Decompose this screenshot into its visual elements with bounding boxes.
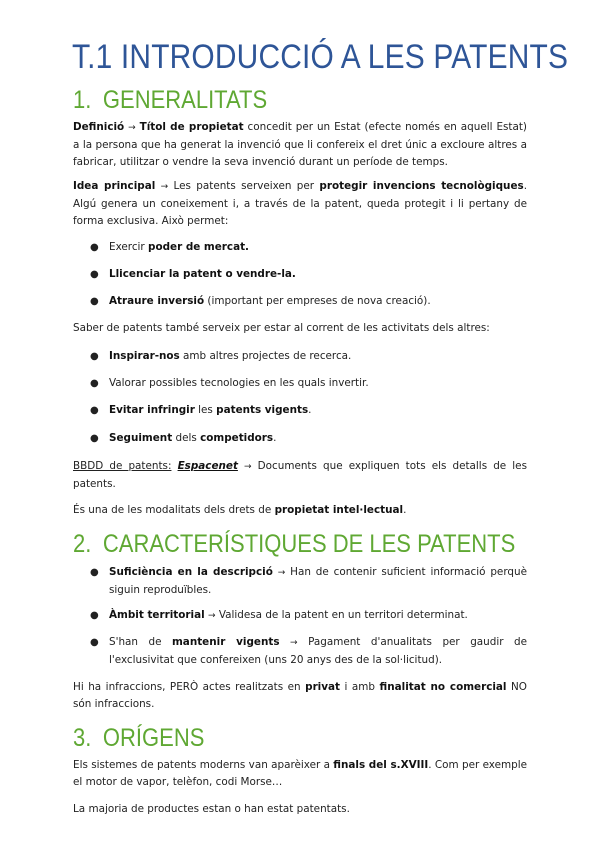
item-text: S'han de <box>109 636 172 648</box>
item-text: Valorar possibles tecnologies en les quals invertir. <box>109 377 369 389</box>
bullet-icon: ● <box>90 269 99 280</box>
espacenet-link[interactable]: Espacenet <box>177 460 238 472</box>
infr-bold: finalitat no comercial <box>379 681 507 693</box>
bullet-icon: ● <box>90 610 99 621</box>
infr-bold: privat <box>305 681 341 693</box>
bbdd-text: Documents que expliquen tots els detalls de les patents. <box>73 460 527 490</box>
item-text: Pagament d'anualitats per gaudir de l'exclusivitat que confereixen (uns 20 anys des de la sol·licitud). <box>109 636 527 666</box>
definition-text: concedit per un Estat (efecte només en aquell Estat) a la persona que ha generat la invenció que li confereix el dret únic a excloure altres a fabricar, utilitzar o vendre la seva invenció durant un període de temps. <box>73 121 527 168</box>
item-text: . <box>273 432 277 444</box>
modalitat-paragraph <box>73 502 527 519</box>
section-number: 1. <box>73 86 92 114</box>
bullet-icon: ● <box>90 405 99 416</box>
list-item <box>73 293 527 310</box>
item-bold: Suficiència en la descripció <box>109 566 273 578</box>
item-text: Han de contenir suficient informació perquè siguin reproduïbles. <box>109 566 527 596</box>
item-text: dels <box>172 432 201 444</box>
item-bold: mantenir vigents <box>171 636 280 648</box>
characteristics-list <box>73 564 527 599</box>
list-item <box>73 266 527 283</box>
section-title: GENERALITATS <box>102 86 268 114</box>
bullet-icon: ● <box>90 433 99 444</box>
arrow-icon: → <box>244 462 252 472</box>
item-text: . <box>308 404 312 416</box>
definition-bold: Títol de propietat <box>139 121 244 133</box>
section-number: 3. <box>73 724 92 752</box>
list-item <box>73 348 527 365</box>
item-text: Exercir <box>109 241 149 253</box>
item-text: Validesa de la patent en un territori determinat. <box>215 609 468 621</box>
bullet-icon: ● <box>90 378 99 389</box>
origens-paragraph <box>73 757 527 791</box>
infraccions-paragraph <box>73 679 527 713</box>
item-text: les <box>194 404 217 416</box>
list-item <box>73 607 527 625</box>
item-text: (important per empreses de nova creació). <box>204 295 431 307</box>
modal-bold: propietat intel·lectual <box>274 504 404 516</box>
infr-mid: i amb <box>340 681 380 693</box>
bullet-icon: ● <box>90 296 99 307</box>
activities-list <box>73 430 527 447</box>
item-text: amb altres projectes de recerca. <box>179 350 352 362</box>
section-heading-generalitats <box>73 86 473 115</box>
item-bold: poder de mercat. <box>148 241 250 253</box>
activities-list <box>73 348 527 365</box>
bullet-icon: ● <box>90 567 99 578</box>
item-bold: patents vigents <box>216 404 309 416</box>
origens-bold: finals del s.XVIII <box>333 759 429 771</box>
bbdd-paragraph <box>73 458 527 493</box>
origens-post: . Com per exemple el motor de vapor, telèfon, codi Morse… <box>73 759 528 788</box>
arrow-icon: → <box>290 638 298 648</box>
item-bold: competidors <box>200 432 274 444</box>
item-bold: Inspirar-nos <box>109 350 180 362</box>
arrow-icon: → <box>128 123 136 133</box>
idea-bold: protegir invencions tecnològiques <box>319 180 524 192</box>
benefits-list <box>73 266 527 283</box>
modal-post: . <box>403 504 407 516</box>
list-item <box>73 430 527 447</box>
bullet-icon: ● <box>90 351 99 362</box>
idea-paragraph <box>73 178 527 230</box>
list-item <box>73 564 527 599</box>
characteristics-list <box>73 607 527 625</box>
majoria-paragraph: La majoria de productes estan o han estat patentats. <box>73 803 350 815</box>
modal-pre: És una de les modalitats dels drets de <box>73 504 275 516</box>
idea-pre: Les patents serveixen per <box>168 180 320 192</box>
idea-term: Idea principal <box>73 180 156 192</box>
definition-paragraph <box>73 119 527 171</box>
benefits-list <box>73 293 527 310</box>
list-item <box>73 375 527 392</box>
section-heading-origens <box>73 724 473 753</box>
idea-post: . Algú genera un coneixement i, a través de la patent, queda protegit i li pertany de forma exclusiva. Això permet: <box>73 180 527 227</box>
origens-pre: Els sistemes de patents moderns van aparèixer a <box>73 759 334 771</box>
definition-term: Definició <box>73 121 125 133</box>
characteristics-list <box>73 634 527 669</box>
section-title: CARACTERÍSTIQUES DE LES PATENTS <box>102 530 516 558</box>
item-bold: Llicenciar la patent o vendre-la. <box>109 268 296 280</box>
page-title: T.1 INTRODUCCIÓ A LES PATENTS <box>72 38 569 76</box>
list-item <box>73 239 527 256</box>
activities-list <box>73 375 527 392</box>
list-item <box>73 634 527 669</box>
item-bold: Evitar infringir <box>109 404 195 416</box>
activities-list <box>73 402 527 419</box>
item-bold: Àmbit territorial <box>109 609 205 621</box>
bbdd-label: BBDD de patents: <box>73 460 172 472</box>
arrow-icon: → <box>160 182 169 192</box>
section-heading-caracteristiques <box>73 530 516 559</box>
item-bold: Atraure inversió <box>109 295 205 307</box>
bullet-icon: ● <box>90 637 99 648</box>
section-number: 2. <box>73 530 92 558</box>
list-item <box>73 402 527 419</box>
saber-paragraph: Saber de patents també serveix per estar al corrent de les activitats dels altres: <box>73 322 490 334</box>
section-title: ORÍGENS <box>102 724 205 752</box>
infr-post: NO són infraccions. <box>73 681 527 710</box>
arrow-icon: → <box>207 611 216 621</box>
arrow-icon: → <box>277 568 286 578</box>
benefits-list <box>73 239 527 256</box>
infr-pre: Hi ha infraccions, PERÒ actes realitzats en <box>73 681 306 693</box>
item-bold: Seguiment <box>109 432 173 444</box>
bullet-icon: ● <box>90 242 99 253</box>
